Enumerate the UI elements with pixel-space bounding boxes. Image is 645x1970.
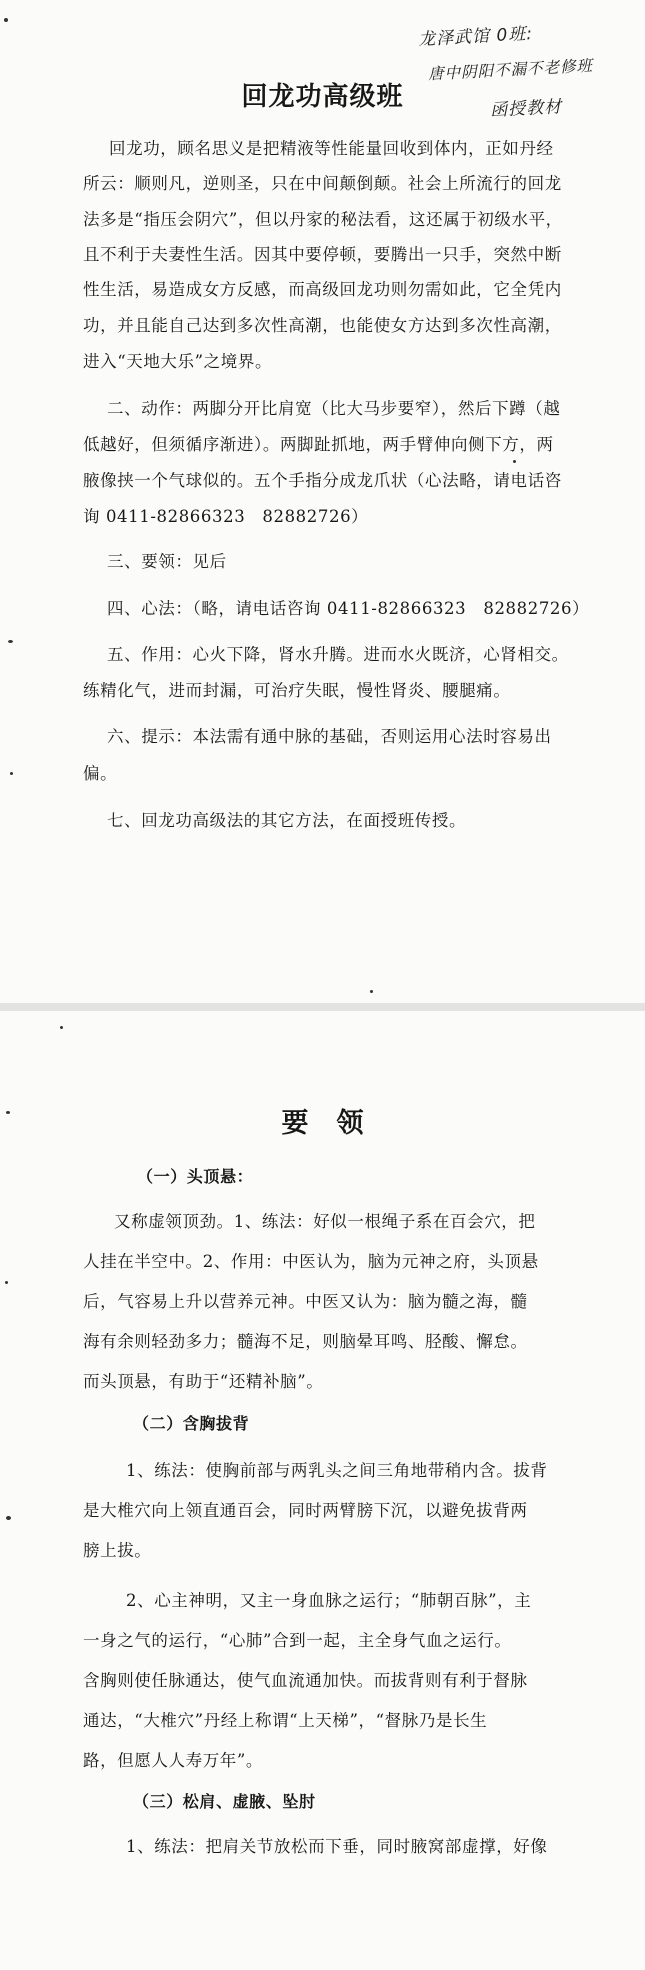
scan-speck (513, 460, 516, 463)
text-line: 含胸则使任脉通达，使气血流通加快。而拔背则有利于督脉 (83, 1671, 528, 1690)
text-line: 回龙功，顾名思义是把精液等性能量回收到体内，正如丹经 (109, 139, 554, 158)
scan-speck (60, 1026, 63, 1029)
text-line: 六、提示：本法需有通中脉的基础，否则运用心法时容易出 (107, 727, 552, 746)
text-line: 是大椎穴向上领直通百会，同时两臂膀下沉，以避免拔背两 (83, 1501, 528, 1520)
text-line: 1、练法：使胸前部与两乳头之间三角地带稍内含。拔背 (126, 1461, 548, 1480)
handwritten-note-line: 唐中阴阳不漏不老修班 (427, 56, 594, 84)
text-line: 性生活，易造成女方反感，而高级回龙功则勿需如此，它全凭内 (83, 280, 562, 299)
text-line: 膀上拔。 (83, 1541, 152, 1560)
text-line: 练精化气，进而封漏，可治疗失眠，慢性肾炎、腰腿痛。 (83, 681, 511, 700)
document-page-2 (0, 1011, 645, 1970)
scan-speck (6, 1111, 10, 1114)
text-line: 且不利于夫妻性生活。因其中要停顿，要腾出一只手，突然中断 (83, 245, 562, 264)
text-line: 一身之气的运行，“心肺”合到一起，主全身气血之运行。 (83, 1631, 512, 1650)
text-line: 后，气容易上升以营养元神。中医又认为：脑为髓之海，髓 (83, 1292, 528, 1311)
handwritten-note-line: 龙泽武馆 0班: (417, 24, 534, 50)
scan-speck (8, 640, 13, 643)
text-line: 四、心法：（略，请电话咨询 0411-82866323 82882726） (107, 599, 590, 618)
text-line: 进入“天地大乐”之境界。 (83, 352, 273, 371)
text-line: 2、心主神明，又主一身血脉之运行；“肺朝百脉”，主 (126, 1591, 532, 1610)
text-line: 三、要领：见后 (107, 552, 227, 571)
text-line: 低越好，但须循序渐进）。两脚趾抓地，两手臂伸向侧下方，两 (83, 435, 554, 454)
scan-speck (10, 772, 13, 775)
text-line: 所云：顺则凡，逆则圣，只在中间颠倒颠。社会上所流行的回龙 (83, 174, 562, 193)
text-line: 又称虚领顶劲。1、练法：好似一根绳子系在百会穴，把 (114, 1212, 536, 1231)
text-line: 偏。 (83, 764, 118, 783)
text-line: 路，但愿人人寿万年”。 (83, 1751, 264, 1770)
text-line: 法多是“指压会阴穴”，但以丹家的秘法看，这还属于初级水平， (83, 210, 563, 229)
text-line: 七、回龙功高级法的其它方法，在面授班传授。 (107, 811, 467, 830)
scan-speck (370, 990, 373, 993)
text-line: 而头顶悬，有助于“还精补脑”。 (83, 1372, 324, 1391)
page-title: 要领 (281, 1108, 392, 1139)
handwritten-note-line: 函授教材 (489, 97, 563, 121)
text-line: 询 0411-82866323 82882726） (83, 507, 369, 526)
text-line: 海有余则轻劲多力；髓海不足，则脑晕耳鸣、胫酸、懈怠。 (83, 1332, 528, 1351)
scan-speck (5, 1281, 8, 1284)
scan-speck (6, 1516, 11, 1520)
text-line: 人挂在半空中。2、作用：中医认为，脑为元神之府，头顶悬 (83, 1252, 539, 1271)
text-line: 通达，“大椎穴”丹经上称谓“上天梯”，“督脉乃是长生 (83, 1711, 488, 1730)
text-line: 1、练法：把肩关节放松而下垂，同时腋窝部虚撑，好像 (126, 1837, 548, 1856)
text-line: 功，并且能自己达到多次性高潮，也能使女方达到多次性高潮， (83, 316, 562, 335)
text-line: 二、动作：两脚分开比肩宽（比大马步要窄），然后下蹲（越 (107, 399, 561, 418)
text-line: 腋像挟一个气球似的。五个手指分成龙爪状（心法略，请电话咨 (83, 471, 562, 490)
section-heading: （一）头顶悬： (137, 1167, 254, 1186)
text-line: 五、作用：心火下降，肾水升腾。进而水火既济，心肾相交。 (107, 645, 569, 664)
section-heading: （二）含胸拔背 (133, 1414, 250, 1433)
scan-speck (4, 18, 8, 22)
page-title: 回龙功高级班 (241, 82, 404, 112)
section-heading: （三）松肩、虚腋、坠肘 (133, 1792, 316, 1811)
page-gap (0, 1003, 645, 1011)
